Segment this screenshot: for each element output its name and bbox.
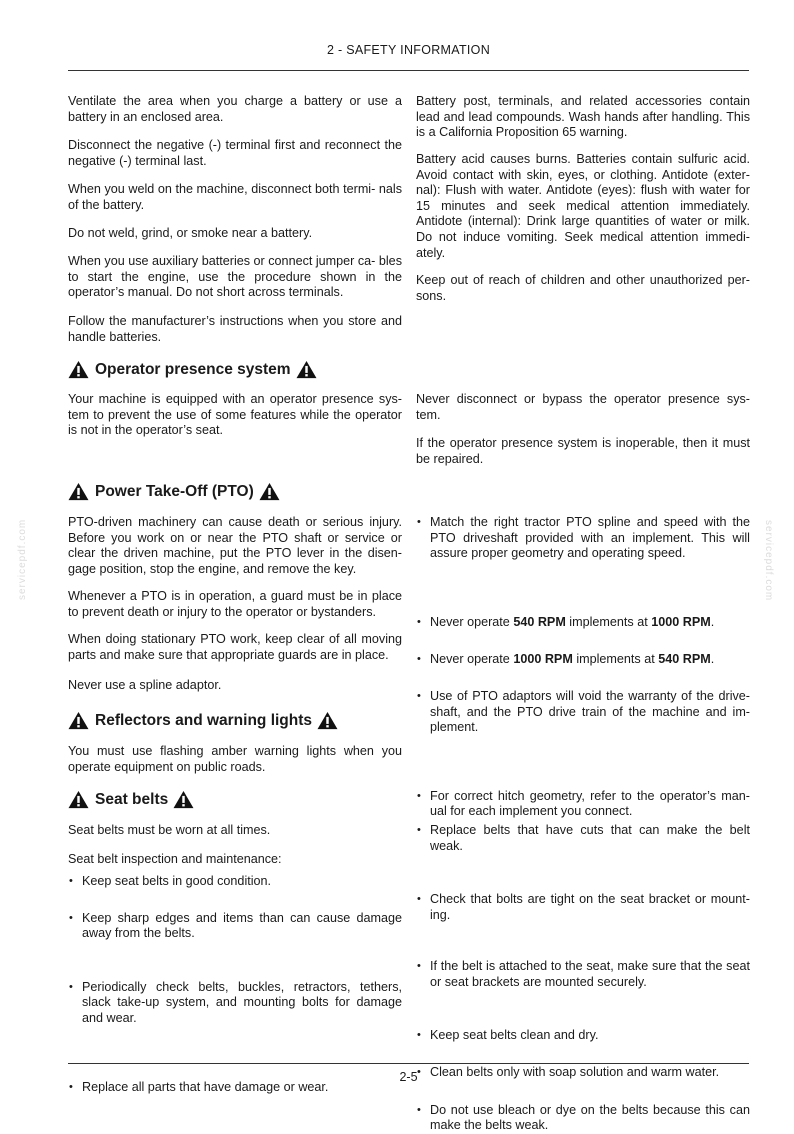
warning-triangle-icon [68,482,89,501]
warning-triangle-icon [173,790,194,809]
list-item: • If the belt is attached to the seat, make sure that the seat or seat brackets are mounted securely. [416,959,750,990]
section-heading-seat-belts: Seat belts [68,790,194,809]
paragraph: Seat belts must be worn at all times. [68,823,271,837]
paragraph: Battery acid causes burns. Batteries contain sulfuric acid. Avoid contact with skin, eyes, or clothing. Antidote (exter- nal): Flush with water. Antidote (eyes): flush with water for 15 minutes and seek medical attention immediately. Antidote (internal): Drink large quantities of water or milk. Do not induce vomiting. Seek medical attention immedi- ately. [416,152,750,260]
page-header [68,43,749,71]
list-item: • Periodically check belts, buckles, retractors, tethers, slack take-up system, and mounting bolts for damage and wear. [68,980,402,1027]
list-item: • Keep seat belts clean and dry. [416,1028,750,1044]
paragraph: Seat belt inspection and maintenance: [68,852,282,866]
seatbelts-left-column [68,823,402,1094]
list-item: • Replace belts that have cuts that can make the belt weak. [416,823,750,854]
section-heading-reflectors: Reflectors and warning lights [68,711,338,730]
rpm-value: 540 RPM [513,614,566,629]
paragraph: Never use a spline adaptor. [68,678,222,692]
list-item: • For correct hitch geometry, refer to the operator’s man- ual for each implement you connect. [416,789,750,820]
list-item: • Clean belts only with soap solution and warm water. [416,1065,750,1081]
list-item: • Match the right tractor PTO spline and speed with the PTO driveshaft provided with an implement. This will assure proper geometry and operating speed. [416,515,750,562]
warning-triangle-icon [68,711,89,730]
page-number: 2-5 [399,1070,418,1084]
section-heading-operator-presence: Operator presence system [68,360,317,379]
pto-right-column [416,515,750,819]
warning-triangle-icon [296,360,317,379]
paragraph: Battery post, terminals, and related accessories contain lead and lead compounds. Wash hands after handling. This is a California Proposition 65 warning. [416,94,750,140]
list-item: • Do not use bleach or dye on the belts because this can make the belts weak. [416,1103,750,1134]
header-title: 2 - SAFETY INFORMATION [326,43,491,57]
paragraph: Do not weld, grind, or smoke near a battery. [68,226,313,240]
list-item: • Never operate 1000 RPM implements at 540 RPM. [416,652,750,668]
paragraph: Your machine is equipped with an operator presence sys- tem to prevent the use of some features while the operator is not in the operator’s seat. [68,392,402,438]
warning-triangle-icon [68,360,89,379]
watermark-right: servicepdf.com [763,520,774,602]
rpm-value: 1000 RPM [651,614,711,629]
paragraph: Disconnect the negative (-) terminal first and reconnect the negative (-) terminal last. [68,138,402,168]
paragraph: PTO-driven machinery can cause death or serious injury. Before you work on or near the PTO shaft or service or clear the driven machine, put the PTO lever in the disen- gage position, stop the engine, and remove the key. [68,515,402,576]
list-item: • Replace all parts that have damage or wear. [68,1080,402,1096]
warning-triangle-icon [317,711,338,730]
paragraph: When you weld on the machine, disconnect both termi- nals of the battery. [68,182,402,212]
watermark-left: servicepdf.com [17,518,28,600]
paragraph: When you use auxiliary batteries or connect jumper ca- bles to start the engine, use the procedure shown in the operator’s manual. Do not short across terminals. [68,254,402,300]
section-heading-pto: Power Take-Off (PTO) [68,482,280,501]
rpm-value: 540 RPM [658,652,711,667]
paragraph: Keep out of reach of children and other unauthorized per- sons. [416,273,750,303]
list-item: • Keep seat belts in good condition. [68,874,402,890]
paragraph: When doing stationary PTO work, keep clear of all moving parts and make sure that appropriate guards are in place. [68,632,402,662]
paragraph: Whenever a PTO is in operation, a guard must be in place to prevent death or injury to the operator or bystanders. [68,589,402,619]
paragraph: Follow the manufacturer’s instructions when you store and handle batteries. [68,314,402,344]
list-item: • Never operate 540 RPM implements at 1000 RPM. [416,615,750,631]
warning-triangle-icon [68,790,89,809]
seatbelts-right-column [416,823,750,1133]
rpm-value: 1000 RPM [513,652,573,667]
page-footer [68,1063,749,1084]
paragraph: If the operator presence system is inoperable, then it must be repaired. [416,436,750,466]
list-item: • Use of PTO adaptors will void the warranty of the drive- shaft, and the PTO drive train of the machine and im- plement. [416,689,750,736]
warning-triangle-icon [259,482,280,501]
list-item: • Keep sharp edges and items than can cause damage away from the belts. [68,911,402,942]
list-item: • Check that bolts are tight on the seat bracket or mount- ing. [416,892,750,923]
paragraph: You must use flashing amber warning lights when you operate equipment on public roads. [68,744,402,774]
paragraph: Ventilate the area when you charge a battery or use a battery in an enclosed area. [68,94,402,124]
paragraph: Never disconnect or bypass the operator presence sys- tem. [416,392,750,422]
